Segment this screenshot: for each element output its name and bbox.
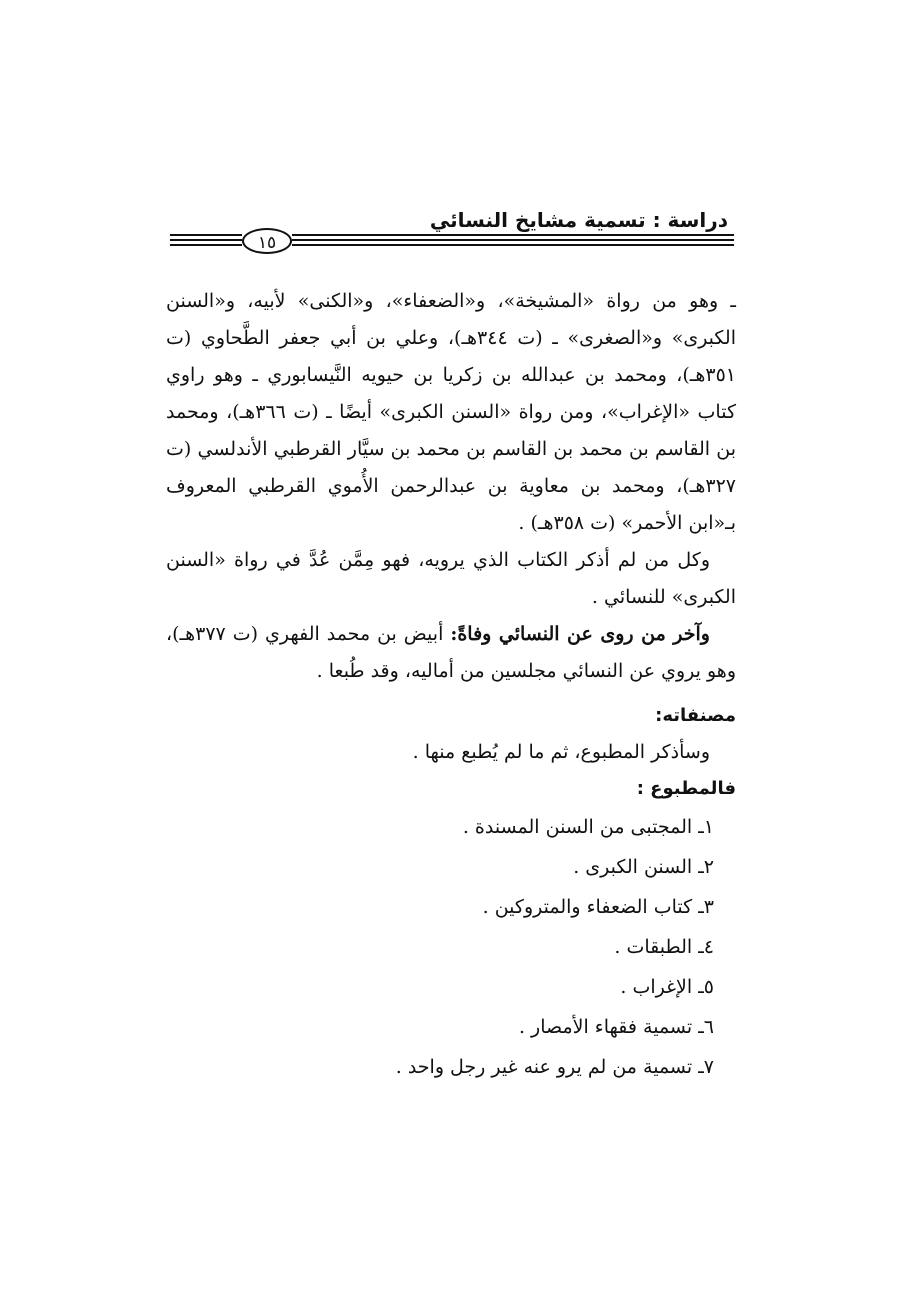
- header-rule-right: [292, 232, 734, 252]
- printed-label: فالمطبوع :: [636, 778, 736, 799]
- paragraph-note: وكل من لم أذكر الكتاب الذي يرويه، فهو مِمَّن عُدَّ في رواة «السنن الكبرى» للنسائي .: [166, 549, 736, 608]
- paragraph-narrators: ـ وهو من رواة «المشيخة»، و«الضعفاء»، و«الكنى» لأبيه، و«السنن الكبرى» و«الصغرى» ـ (ت ٣٤٤هـ)، وعلي بن أبي جعفر الطَّحاوي (ت ٣٥١هـ)، ومحمد بن عبدالله بن زكريا بن حيويه النَّيسابوري ـ وهو راوي كتاب «الإغراب»، ومن رواة «السنن الكبرى» أيضًا ـ (ت ٣٦٦هـ)، ومحمد بن القاسم بن محمد بن القاسم بن محمد بن سيَّار القرطبي الأندلسي (ت ٣٢٧هـ)، ومحمد بن معاوية بن عبدالرحمن الأُموي القرطبي المعروف بـ«ابن الأحمر» (ت ٣٥٨هـ) .: [166, 290, 736, 534]
- works-intro: وسأذكر المطبوع، ثم ما لم يُطبع منها .: [412, 741, 710, 763]
- list-item: ٤ـ الطبقات .: [614, 936, 714, 958]
- paragraph-last-narrator: [166, 616, 736, 690]
- works-heading: مصنفاته:: [655, 705, 736, 726]
- list-item: ٣ـ كتاب الضعفاء والمتروكين .: [482, 896, 714, 918]
- running-title: دراسة : تسمية مشايخ النسائي: [429, 208, 728, 232]
- body-text: [166, 283, 736, 1087]
- list-item: ٢ـ السنن الكبرى .: [573, 856, 714, 878]
- header-rule-left: [170, 232, 242, 252]
- list-item: ٧ـ تسمية من لم يرو عنه غير رجل واحد .: [395, 1056, 714, 1078]
- last-narrator-label: وآخر من روى عن النسائي وفاةً:: [450, 623, 710, 645]
- list-item: ٥ـ الإغراب .: [620, 976, 714, 998]
- page-number: ١٥: [242, 228, 292, 254]
- last-narrator-text: أبيض بن محمد الفهري (ت ٣٧٧هـ)، وهو يروي عن النسائي مجلسين من أماليه، وقد طُبعا .: [166, 623, 736, 682]
- printed-works-list: [166, 807, 736, 1087]
- list-item: ١ـ المجتبى من السنن المسندة .: [462, 816, 714, 838]
- list-item: ٦ـ تسمية فقهاء الأمصار .: [518, 1016, 714, 1038]
